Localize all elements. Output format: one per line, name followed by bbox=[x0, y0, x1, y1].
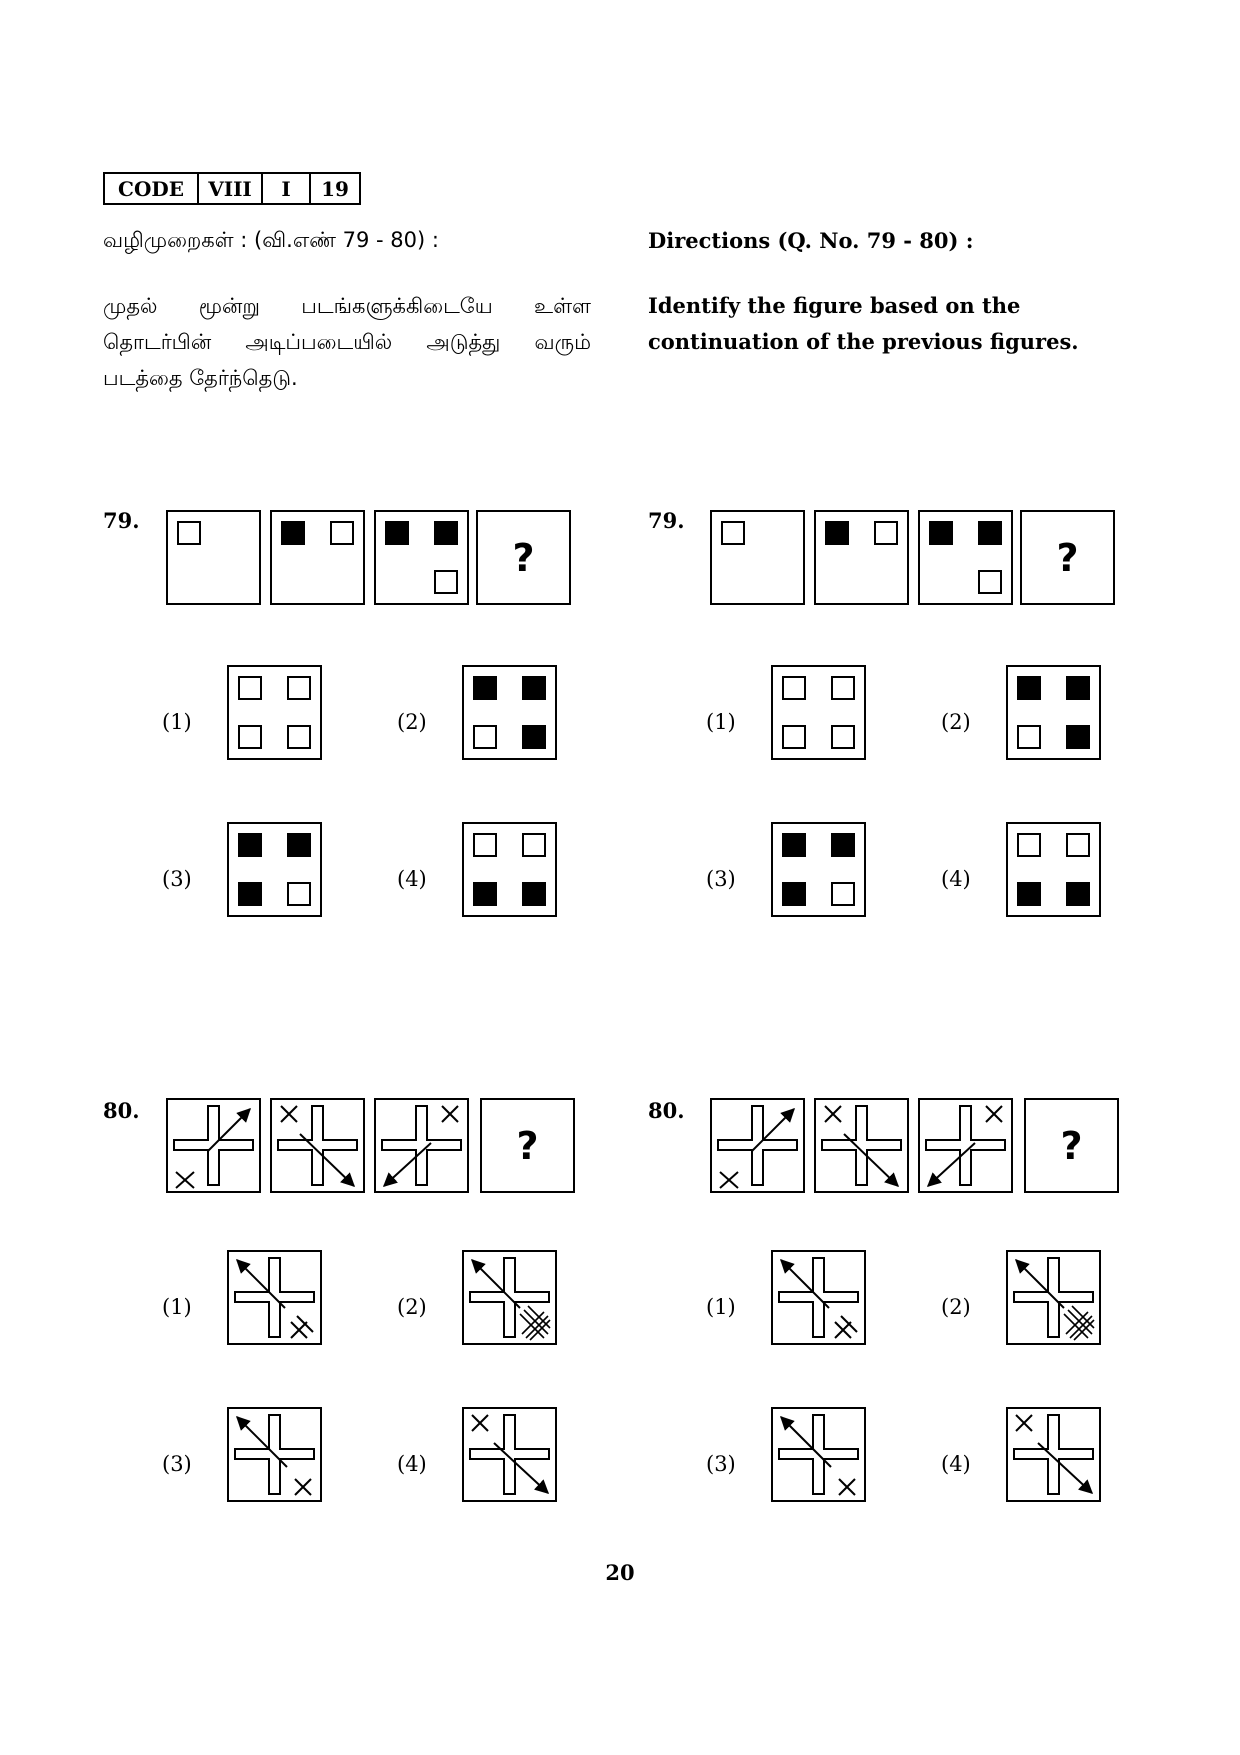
english-directions-body: Identify the figure based on the continuation of the previous figures. bbox=[648, 293, 1079, 354]
q79-option-1[interactable] bbox=[227, 665, 322, 760]
code-class: VIII bbox=[199, 174, 263, 203]
q79-figure-2 bbox=[270, 510, 365, 605]
q80-option-3-label-en: (3) bbox=[706, 1452, 736, 1476]
q80-option-2-label-en: (2) bbox=[941, 1295, 971, 1319]
q80-question-figure bbox=[480, 1098, 575, 1193]
q79-option-1-label: (1) bbox=[162, 710, 192, 734]
q79-question-figure bbox=[476, 510, 571, 605]
q80-figure-3 bbox=[374, 1098, 469, 1193]
q79-figure-2-en bbox=[814, 510, 909, 605]
q80-question-figure-en bbox=[1024, 1098, 1119, 1193]
tamil-directions-body: முதல் மூன்று படங்களுக்கிடையே உள்ள தொடர்பின் அடிப்படையில் அடுத்து வரும் படத்தை தேர்ந்தெடு. bbox=[103, 294, 591, 390]
code-number: 19 bbox=[321, 176, 349, 201]
q79-option-2-label: (2) bbox=[397, 710, 427, 734]
q79-figure-1 bbox=[166, 510, 261, 605]
question-79-number: 79. bbox=[103, 508, 140, 533]
q80-option-1-label-en: (1) bbox=[706, 1295, 736, 1319]
q80-option-4-label-en: (4) bbox=[941, 1452, 971, 1476]
q80-option-2-en[interactable] bbox=[1006, 1250, 1101, 1345]
q79-option-2-label-en: (2) bbox=[941, 710, 971, 734]
q79-option-1-label-en: (1) bbox=[706, 710, 736, 734]
q79-option-3-label: (3) bbox=[162, 867, 192, 891]
q79-figure-3-en bbox=[918, 510, 1013, 605]
q80-option-3-en[interactable] bbox=[771, 1407, 866, 1502]
q79-option-3-label-en: (3) bbox=[706, 867, 736, 891]
q79-question-figure-en bbox=[1020, 510, 1115, 605]
question-mark: ? bbox=[1056, 535, 1079, 580]
q79-option-4-label: (4) bbox=[397, 867, 427, 891]
q80-option-2[interactable] bbox=[462, 1250, 557, 1345]
q80-option-4[interactable] bbox=[462, 1407, 557, 1502]
question-79-number-en: 79. bbox=[648, 508, 685, 533]
q80-option-2-label: (2) bbox=[397, 1295, 427, 1319]
question-mark: ? bbox=[516, 1123, 539, 1168]
q79-option-4-en[interactable] bbox=[1006, 822, 1101, 917]
q79-figure-1-en bbox=[710, 510, 805, 605]
q79-figure-3 bbox=[374, 510, 469, 605]
q79-option-4[interactable] bbox=[462, 822, 557, 917]
q79-option-4-label-en: (4) bbox=[941, 867, 971, 891]
q80-option-1-label: (1) bbox=[162, 1295, 192, 1319]
q79-option-3[interactable] bbox=[227, 822, 322, 917]
q79-option-2[interactable] bbox=[462, 665, 557, 760]
q80-figure-1-en bbox=[710, 1098, 805, 1193]
q79-option-2-en[interactable] bbox=[1006, 665, 1101, 760]
english-directions-heading: Directions (Q. No. 79 - 80) : bbox=[648, 228, 974, 253]
q80-figure-2 bbox=[270, 1098, 365, 1193]
code-paper: I bbox=[263, 174, 311, 203]
code-label: CODE bbox=[105, 174, 199, 203]
q80-figure-1 bbox=[166, 1098, 261, 1193]
question-mark: ? bbox=[1060, 1123, 1083, 1168]
page-number: 20 bbox=[605, 1560, 635, 1585]
code-box bbox=[103, 172, 361, 205]
q79-option-3-en[interactable] bbox=[771, 822, 866, 917]
q80-option-4-en[interactable] bbox=[1006, 1407, 1101, 1502]
q80-option-1[interactable] bbox=[227, 1250, 322, 1345]
q80-figure-3-en bbox=[918, 1098, 1013, 1193]
q80-option-1-en[interactable] bbox=[771, 1250, 866, 1345]
q79-option-1-en[interactable] bbox=[771, 665, 866, 760]
q80-option-4-label: (4) bbox=[397, 1452, 427, 1476]
question-80-number-en: 80. bbox=[648, 1098, 685, 1123]
q80-option-3[interactable] bbox=[227, 1407, 322, 1502]
q80-option-3-label: (3) bbox=[162, 1452, 192, 1476]
q80-figure-2-en bbox=[814, 1098, 909, 1193]
tamil-directions-heading: வழிமுறைகள் : (வி.எண் 79 - 80) : bbox=[103, 228, 439, 252]
question-80-number: 80. bbox=[103, 1098, 140, 1123]
question-mark: ? bbox=[512, 535, 535, 580]
